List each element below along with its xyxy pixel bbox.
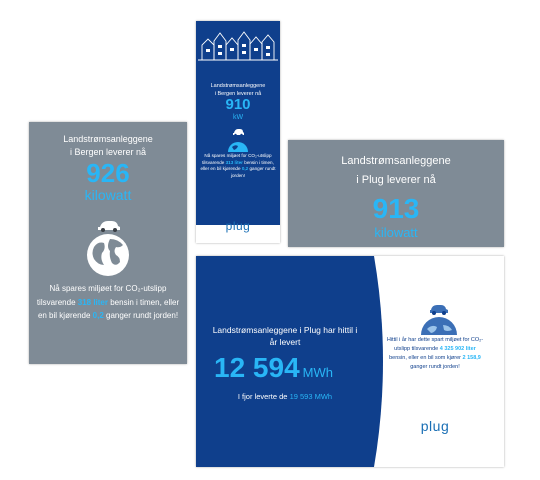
intro-line-2: i Bergen leverer nå [214,90,262,97]
liters-value: 318 liter [77,297,108,307]
panel-intro [29,133,187,158]
times-around-earth: 0,2 [92,311,104,320]
power-unit: kW [232,114,244,121]
power-unit: kilowatt [374,225,418,240]
plug-yearly-panel [196,256,504,467]
globe-icon [226,126,250,152]
co2-savings-text: Nå spares miljøet for CO₂-utslipp tilsvarende 318 liter bensin i timen, eller en bil kjørende 0,2 ganger rundt jorden! [36,284,180,320]
yearly-intro: Landstrømsanleggene i Plug har hittil i år levert [212,325,358,347]
last-year-value: 19 593 MWh [289,392,333,401]
intro-line-1: Landstrømsanleggene [63,134,153,144]
power-value: 910 [225,96,251,113]
plug-logo: plug [225,219,251,233]
intro-line-1: Landstrømsanleggene [341,155,451,167]
intro-line-1: Landstrømsanleggene [210,83,266,89]
plug-logo: plug [420,418,450,434]
times-around-earth: 0,2 [241,166,249,171]
car-icon [233,129,244,136]
bergen-kilowatt-panel [29,122,187,364]
power-unit: kilowatt [84,187,132,203]
panel-intro [288,152,504,190]
plug-kilowatt-panel [288,140,504,247]
liters-value: 313 liter [225,159,243,165]
globe-icon [76,217,140,277]
co2-savings-text: Hittil i år har dette spart miljøet for CO₂-utslipp tilsvarende 4 325 902 liter bensin, eller en bil som kjører 2 158,9 ganger rundt jorden! [386,337,484,370]
car-icon [430,305,448,315]
globe-icon [418,301,460,335]
energy-unit: MWh [302,365,333,380]
intro-line-2: i Bergen leverer nå [69,146,147,157]
liters-value: 4 325 902 liter [439,346,476,352]
co2-savings-text: Nå spares miljøet for CO₂-utslipp tilsvarende 313 liter bensin i timen, eller en bil kjørende 0,2 ganger rundt jorden! [200,153,276,178]
car-icon [98,221,120,232]
bergen-kw-panel [196,21,280,243]
times-around-earth: 2 158,9 [462,355,481,361]
navy-section [196,21,280,225]
power-value: 926 [86,158,130,188]
yearly-value-row [214,352,364,384]
energy-value: 12 594 [214,352,300,383]
last-year-text: I fjor leverte de 19 593 MWh [237,392,333,401]
houses-icon [196,27,280,61]
power-value: 913 [372,193,420,224]
intro-line-2: i Plug leverer nå [356,174,436,186]
